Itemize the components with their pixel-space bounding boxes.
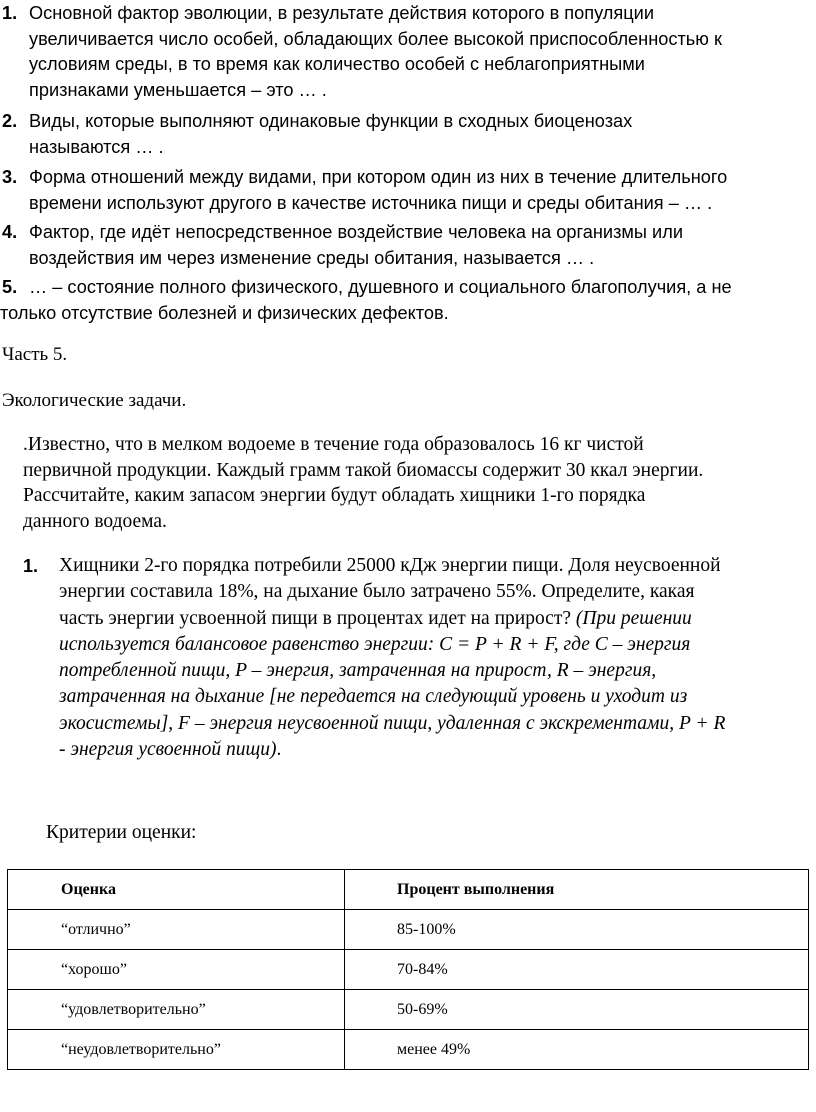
question-4 [0,220,816,271]
question-line: Фактор, где идёт непосредственное воздействие человека на организмы или [29,222,683,242]
question-number: 5. [2,277,18,297]
task-text: часть энергии усвоенной пищи в процентах идет на прирост? [59,607,576,629]
grade-cell: “удовлетворительно” [8,990,345,1030]
task-line [59,579,816,605]
part-heading: Часть 5. [2,344,68,365]
percent-cell: 50-69% [345,990,809,1030]
percent-cell: 85-100% [345,910,809,950]
task-2 [23,553,816,763]
question-line: увеличивается число особей, обладающих более высокой приспособленностью к [29,28,722,49]
question-number: 2. [2,111,18,131]
task-hint: (При решении [575,607,692,629]
header-cell-grade: Оценка [8,870,345,910]
question-line: … – состояние полного физического, душевного и социального благополучия, а не [29,277,732,297]
task-line [59,606,816,632]
task-line: первичной продукции. Каждый грамм такой биомассы содержит 30 ккал энергии. [23,459,704,481]
question-number: 4. [2,222,18,242]
grade-cell: “неудовлетворительно” [8,1030,345,1070]
task-line: .Известно, что в мелком водоеме в течение года образовалось 16 кг чистой [23,434,644,455]
task-text: Хищники 2-го порядка потребили 25000 кДж энергии пищи. Доля неусвоенной [59,555,721,576]
question-line: только отсутствие болезней и физических дефектов. [0,302,449,323]
header-cell-percent: Процент выполнения [345,870,809,910]
task-text: . [276,739,282,761]
question-1 [0,1,816,103]
table-row [8,950,809,990]
task-number: 1. [23,556,39,576]
question-line: называются … . [29,136,164,157]
criteria-label: Критерии оценки: [46,822,197,843]
task-line [59,711,816,737]
task-line [59,737,816,763]
percent-cell: менее 49% [345,1030,809,1070]
section-heading: Экологические задачи. [2,390,187,411]
question-line: воздействия им через изменение среды обитания, называется … . [29,247,595,268]
task-hint: потребленной пищи, P – энергия, затраченная на прирост, R – энергия, [59,660,657,682]
grade-cell: “хорошо” [8,950,345,990]
question-2 [0,109,816,160]
grade-cell: “отлично” [8,910,345,950]
task-1 [23,432,816,534]
question-line: условиям среды, в то время как количество особей с неблагоприятными [29,54,645,74]
task-line: Рассчитайте, каким запасом энергии будут обладать хищники 1-го порядка [23,485,646,506]
task-line: данного водоема. [23,510,167,532]
question-number: 3. [2,167,18,187]
task-line [59,553,816,579]
table-row [8,990,809,1030]
table-header-row [8,870,809,910]
task-line [59,684,816,710]
task-text: энергии составила 18%, на дыхание было затрачено 55%. Определите, какая [59,581,695,603]
question-line: признаками уменьшается – это … . [29,79,327,100]
table-row [8,1030,809,1070]
question-line: Форма отношений между видами, при котором один из них в течение длительного [29,167,728,187]
question-line: времени используют другого в качестве источника пищи и среды обитания – … . [29,192,713,213]
grades-table [7,869,809,1070]
question-line: Основной фактор эволюции, в результате действия которого в популяции [29,3,655,23]
task-hint: - энергия усвоенной пищи) [59,739,277,761]
task-line [59,658,816,684]
question-line: Виды, которые выполняют одинаковые функции в сходных биоценозах [29,111,633,131]
question-5 [0,275,816,326]
task-hint: используется балансовое равенство энергии: C = P + R + F, где C – энергия [59,633,691,655]
percent-cell: 70-84% [345,950,809,990]
question-3 [0,165,816,216]
task-line [59,632,816,658]
task-hint: экосистемы], F – энергия неусвоенной пищи, удаленная с экскрементами, P + R [59,712,726,734]
table-row [8,910,809,950]
task-hint: затраченная на дыхание [не передается на следующий уровень и уходит из [59,686,688,708]
question-number: 1. [2,3,18,23]
